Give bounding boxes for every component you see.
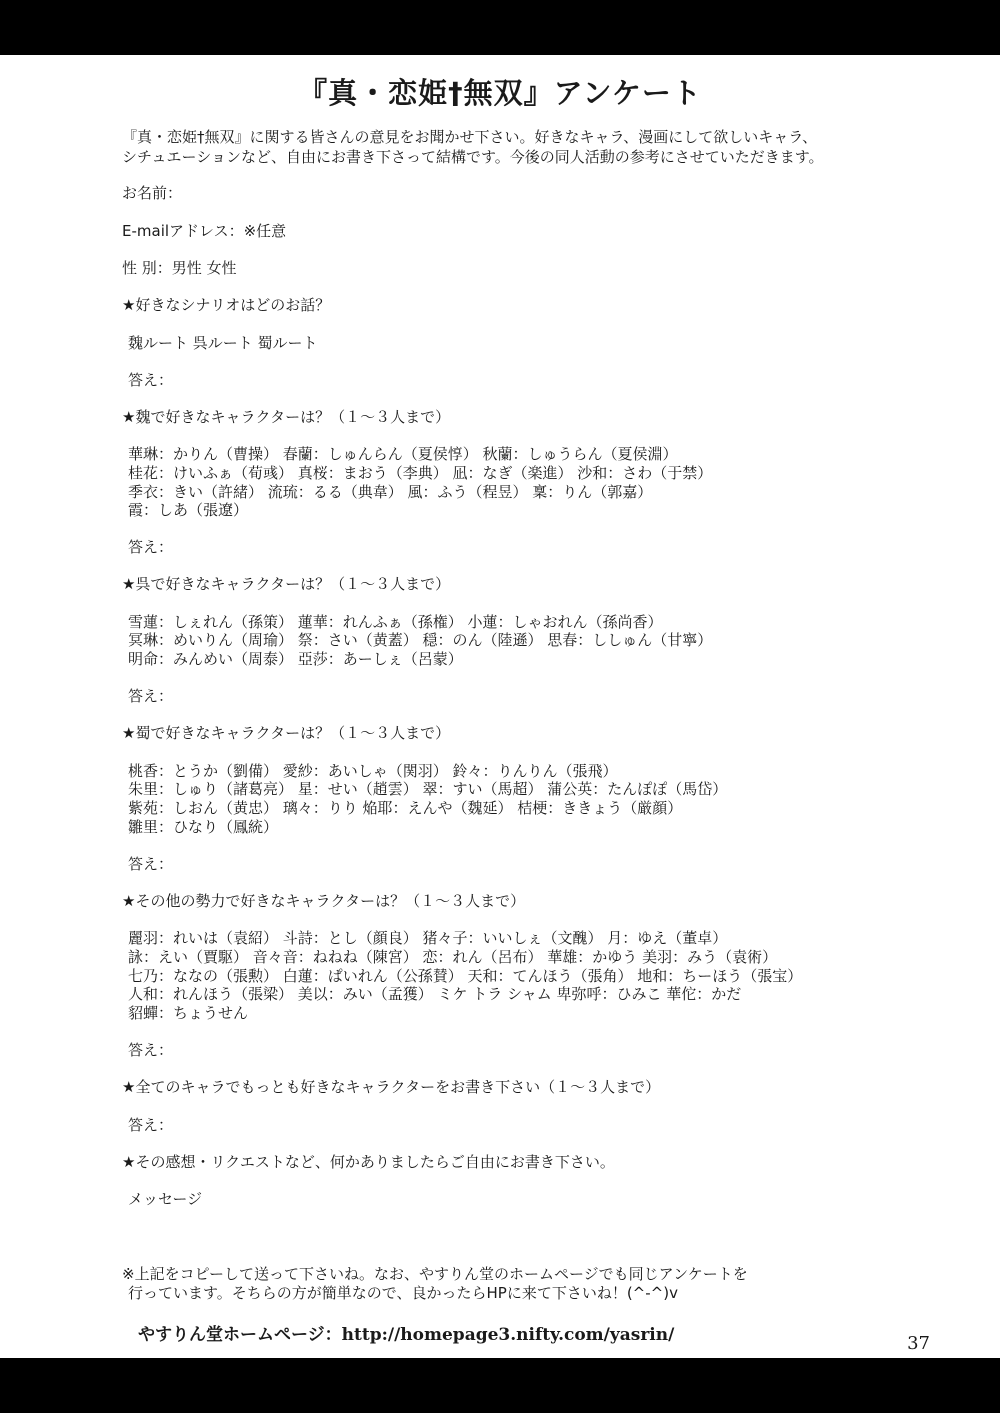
page-number: 37 [907,1333,930,1354]
wu-character-line: 明命：みんめい（周泰） 亞莎：あーしぇ（呂蒙） [128,650,463,668]
wu-character-line: 雪蓮：しぇれん（孫策） 蓮華：れんふぁ（孫権） 小蓮：しゃおれん（孫尚香） [128,613,663,631]
other-question: ★その他の勢力で好きなキャラクターは？（１～３人まで） [122,892,526,910]
wu-character-line: 冥琳：めいりん（周瑜） 祭：さい（黄蓋） 穏：のん（陸遜） 思春：ししゅん（甘寧） [128,631,713,649]
favorite-overall-answer: 答え： [128,1116,174,1134]
wu-answer: 答え： [128,687,174,705]
name-field: お名前： [122,184,183,202]
other-character-line: 人和：れんほう（張梁） 美以：みい（孟獲） ミケ トラ シャム 卑弥呼：ひみこ 華佗：かだ [128,985,742,1003]
intro-line-2: シチュエーションなど、自由にお書き下さって結構です。今後の同人活動の参考にさせていただきます。 [122,148,824,166]
wei-character-line: 桂花：けいふぁ（荀彧） 真桜：まおう（李典） 凪：なぎ（楽進） 沙和：さわ（于禁） [128,464,713,482]
page-title: 『真・恋姫†無双』アンケート [298,76,702,110]
shu-character-line: 桃香：とうか（劉備） 愛紗：あいしゃ（関羽） 鈴々：りんりん（張飛） [128,762,618,780]
scenario-answer: 答え： [128,371,174,389]
other-character-line: 貂蟬：ちょうせん [128,1004,249,1022]
homepage-url: やすりん堂ホームページ：http://homepage3.nifty.com/yasrin/ [138,1325,675,1345]
wei-character-line: 季衣：きい（許緒） 流琉：るる（典韋） 風：ふう（程昱） 稟：りん（郭嘉） [128,483,653,501]
shu-question: ★蜀で好きなキャラクターは？（１～３人まで） [122,724,451,742]
other-character-line: 詠：えい（賈駆） 音々音：ねねね（陳宮） 恋：れん（呂布） 華雄：かゆう 美羽：みう（袁術） [128,948,778,966]
shu-character-line: 雛里：ひなり（鳳統） [128,818,279,836]
wei-character-line: 華琳：かりん（曹操） 春蘭：しゅんらん（夏侯惇） 秋蘭：しゅうらん（夏侯淵） [128,445,678,463]
shu-answer: 答え： [128,855,174,873]
wei-question: ★魏で好きなキャラクターは？（１～３人まで） [122,408,451,426]
email-field: E-mailアドレス：※任意 [122,222,287,240]
scenario-options: 魏ルート 呉ルート 蜀ルート [128,334,318,352]
shu-character-line: 朱里：しゅり（諸葛亮） 星：せい（趙雲） 翠：すい（馬超） 蒲公英：たんぽぽ（馬岱） [128,780,728,798]
wu-question: ★呉で好きなキャラクターは？（１～３人まで） [122,575,451,593]
scenario-question: ★好きなシナリオはどのお話？ [122,296,331,314]
intro-line-1: 『真・恋姫†無双』に関する皆さんの意見をお聞かせ下さい。好きなキャラ、漫画にして欲しいキャラ、 [122,128,818,146]
favorite-overall-question: ★全てのキャラでもっとも好きなキャラクターをお書き下さい（１～３人まで） [122,1078,661,1096]
survey-page [0,55,1000,1358]
other-character-line: 麗羽：れいは（袁紹） 斗詩：とし（顔良） 猪々子：いいしぇ（文醜） 月：ゆえ（董卓） [128,929,728,947]
other-character-line: 七乃：ななの（張勲） 白蓮：ぱいれん（公孫賛） 天和：てんほう（張角） 地和：ちーほう（張宝） [128,967,803,985]
other-answer: 答え： [128,1041,174,1059]
gender-field: 性 別：男性 女性 [122,259,237,277]
note-line-1: ※上記をコピーして送って下さいね。なお、やすりん堂のホームページでも同じアンケートを [122,1265,748,1283]
message-question: ★その感想・リクエストなど、何かありましたらご自由にお書き下さい。 [122,1153,615,1171]
message-label: メッセージ [128,1190,203,1208]
note-line-2: 行っています。そちらの方が簡単なので、良かったらHPに来て下さいね！(^-^)v [128,1284,678,1302]
wei-answer: 答え： [128,538,174,556]
wei-character-line: 霞：しあ（張遼） [128,501,249,519]
shu-character-line: 紫苑：しおん（黄忠） 璃々：りり 焔耶：えんや（魏延） 桔梗：ききょう（厳顔） [128,799,683,817]
